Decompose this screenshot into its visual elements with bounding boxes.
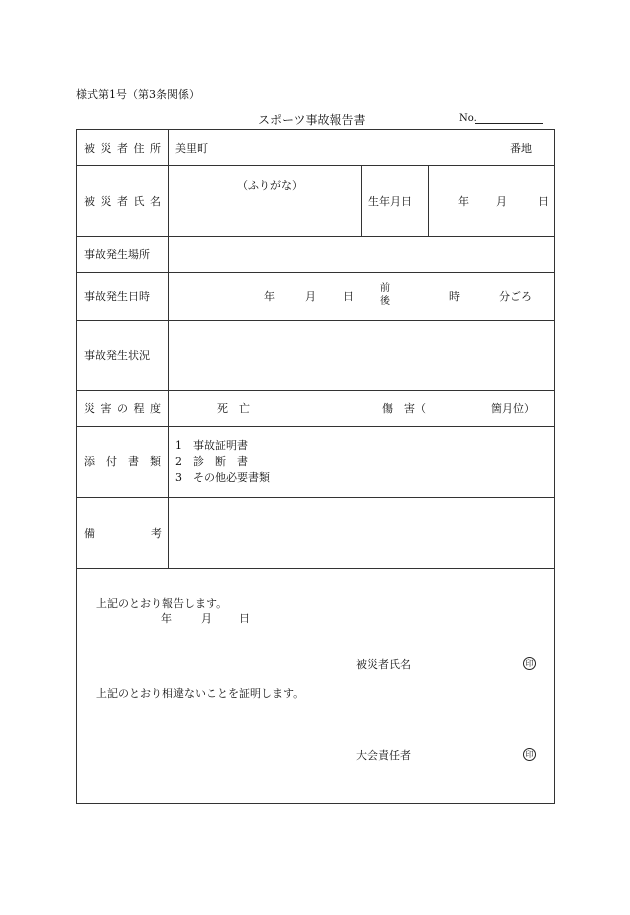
accident-year-unit: 年 (264, 290, 275, 303)
seal-icon: 印 (523, 748, 536, 761)
number-label: No. (459, 113, 477, 124)
injury-option: 傷 害（ (382, 402, 426, 415)
seal-icon: 印 (523, 657, 536, 670)
number-field[interactable] (475, 123, 543, 124)
manager-label: 大会責任者 (356, 749, 411, 762)
minute-unit: 分ごろ (499, 290, 532, 303)
report-year-unit: 年 (161, 612, 172, 625)
place-label: 事故発生場所 (84, 248, 150, 261)
situation-label: 事故発生状況 (84, 349, 150, 362)
injury-months: 箇月位） (491, 402, 535, 415)
report-statement: 上記のとおり報告します。 (96, 597, 228, 610)
birth-date-label: 生年月日 (368, 195, 412, 208)
birth-month-unit: 月 (496, 195, 507, 208)
remarks-label-left: 備 (84, 527, 95, 540)
furigana-label: （ふりがな） (237, 179, 303, 192)
town-name: 美里町 (175, 142, 208, 155)
name-label: 被 災 者 氏 名 (84, 195, 161, 208)
address-label: 被 災 者 住 所 (84, 142, 161, 155)
banchi-label: 番地 (510, 142, 532, 155)
hour-unit: 時 (449, 290, 460, 303)
certify-statement: 上記のとおり相違ないことを証明します。 (96, 687, 305, 700)
attachments-label: 添 付 書 類 (84, 455, 161, 468)
attachment-item: 3 その他必要書類 (175, 471, 270, 484)
report-day-unit: 日 (239, 612, 250, 625)
accident-day-unit: 日 (343, 290, 354, 303)
datetime-label: 事故発生日時 (84, 290, 150, 303)
death-option: 死 亡 (217, 402, 250, 415)
form-number: 様式第1号（第3条関係） (76, 88, 200, 101)
victim-name-label: 被災者氏名 (356, 658, 411, 671)
attachment-item: 2 診 断 書 (175, 455, 248, 468)
remarks-label-right: 考 (151, 527, 162, 540)
accident-report-form (76, 129, 555, 804)
birth-year-unit: 年 (458, 195, 469, 208)
degree-label: 災 害 の 程 度 (84, 402, 161, 415)
page-title: スポーツ事故報告書 (258, 113, 366, 127)
attachment-item: 1 事故証明書 (175, 439, 248, 452)
pm-label: 後 (380, 296, 390, 307)
accident-month-unit: 月 (305, 290, 316, 303)
report-month-unit: 月 (201, 612, 212, 625)
birth-day-unit: 日 (538, 195, 549, 208)
am-label: 前 (380, 283, 390, 294)
